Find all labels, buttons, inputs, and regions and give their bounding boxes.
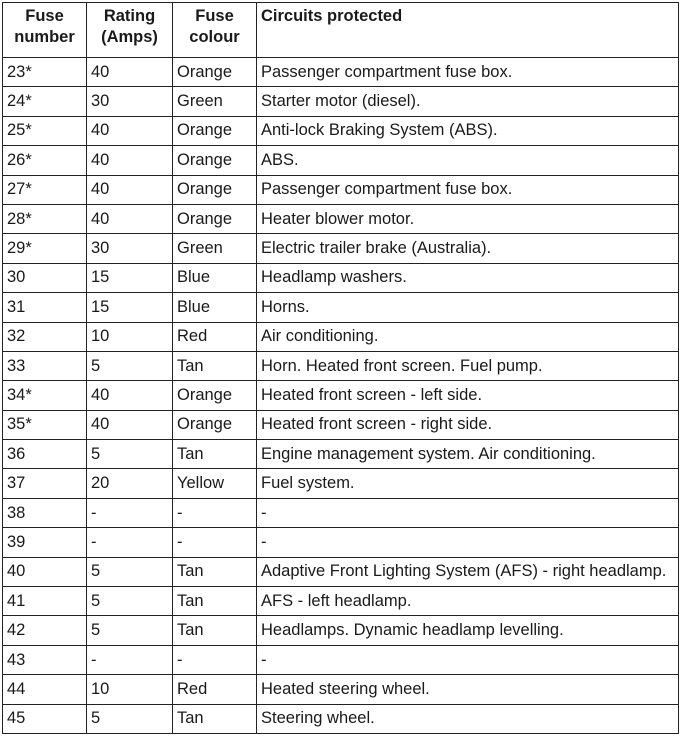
rating-cell: 40 bbox=[87, 410, 173, 439]
table-row bbox=[3, 146, 679, 175]
circuits-protected-cell: Heated front screen - right side. bbox=[257, 410, 679, 439]
header-row bbox=[3, 3, 679, 58]
rating-cell: 40 bbox=[87, 175, 173, 204]
fuse-colour-cell: Orange bbox=[173, 116, 257, 145]
table-row bbox=[3, 645, 679, 674]
fuse-number-cell: 24* bbox=[3, 87, 87, 116]
fuse-number-cell: 34* bbox=[3, 381, 87, 410]
rating-cell: 10 bbox=[87, 675, 173, 704]
fuse-colour-cell: Orange bbox=[173, 410, 257, 439]
rating-cell: 5 bbox=[87, 440, 173, 469]
rating-cell: 30 bbox=[87, 87, 173, 116]
circuits-protected-cell: Horn. Heated front screen. Fuel pump. bbox=[257, 351, 679, 380]
fuse-colour-cell: Green bbox=[173, 234, 257, 263]
table-row bbox=[3, 87, 679, 116]
fuse-colour-cell: Tan bbox=[173, 557, 257, 586]
rating-cell: 5 bbox=[87, 351, 173, 380]
fuse-number-cell: 39 bbox=[3, 528, 87, 557]
header-circuits-protected bbox=[257, 3, 679, 58]
fuse-number-cell: 41 bbox=[3, 587, 87, 616]
table-row bbox=[3, 440, 679, 469]
header-text: colour bbox=[189, 28, 240, 46]
header-text: Rating bbox=[103, 7, 156, 25]
fuse-colour-cell: Orange bbox=[173, 381, 257, 410]
circuits-protected-cell: Adaptive Front Lighting System (AFS) - right headlamp. bbox=[257, 557, 679, 586]
table-row bbox=[3, 351, 679, 380]
table-row bbox=[3, 498, 679, 527]
header-fuse-colour bbox=[173, 3, 257, 58]
fuse-table-header bbox=[3, 3, 679, 58]
table-row bbox=[3, 469, 679, 498]
table-row bbox=[3, 322, 679, 351]
header-text: (Amps) bbox=[101, 28, 158, 46]
circuits-protected-cell: Heated front screen - left side. bbox=[257, 381, 679, 410]
rating-cell: 15 bbox=[87, 293, 173, 322]
rating-cell: 5 bbox=[87, 557, 173, 586]
circuits-protected-cell: Heated steering wheel. bbox=[257, 675, 679, 704]
fuse-colour-cell: Blue bbox=[173, 263, 257, 292]
rating-cell: 40 bbox=[87, 146, 173, 175]
fuse-number-cell: 25* bbox=[3, 116, 87, 145]
circuits-protected-cell: Headlamp washers. bbox=[257, 263, 679, 292]
circuits-protected-cell: Horns. bbox=[257, 293, 679, 322]
table-row bbox=[3, 175, 679, 204]
fuse-number-cell: 42 bbox=[3, 616, 87, 645]
fuse-number-cell: 28* bbox=[3, 204, 87, 233]
fuse-number-cell: 33 bbox=[3, 351, 87, 380]
header-text: Circuits protected bbox=[261, 7, 403, 25]
fuse-colour-cell: Red bbox=[173, 322, 257, 351]
circuits-protected-cell: ABS. bbox=[257, 146, 679, 175]
rating-cell: 10 bbox=[87, 322, 173, 351]
fuse-colour-cell: Tan bbox=[173, 440, 257, 469]
rating-cell: - bbox=[87, 528, 173, 557]
table-row bbox=[3, 557, 679, 586]
table-row bbox=[3, 58, 679, 87]
fuse-number-cell: 23* bbox=[3, 58, 87, 87]
table-row bbox=[3, 116, 679, 145]
rating-cell: 5 bbox=[87, 587, 173, 616]
fuse-number-cell: 36 bbox=[3, 440, 87, 469]
fuse-number-cell: 38 bbox=[3, 498, 87, 527]
table-row bbox=[3, 704, 679, 733]
fuse-number-cell: 37 bbox=[3, 469, 87, 498]
fuse-colour-cell: Tan bbox=[173, 587, 257, 616]
header-text: Fuse bbox=[25, 7, 64, 25]
circuits-protected-cell: Fuel system. bbox=[257, 469, 679, 498]
circuits-protected-cell: Passenger compartment fuse box. bbox=[257, 58, 679, 87]
fuse-colour-cell: Orange bbox=[173, 146, 257, 175]
fuse-number-cell: 40 bbox=[3, 557, 87, 586]
fuse-colour-cell: Green bbox=[173, 87, 257, 116]
table-row bbox=[3, 675, 679, 704]
circuits-protected-cell: Heater blower motor. bbox=[257, 204, 679, 233]
fuse-colour-cell: Tan bbox=[173, 351, 257, 380]
fuse-colour-cell: Red bbox=[173, 675, 257, 704]
fuse-table bbox=[2, 2, 679, 734]
table-row bbox=[3, 587, 679, 616]
table-row bbox=[3, 381, 679, 410]
fuse-colour-cell: Blue bbox=[173, 293, 257, 322]
rating-cell: 40 bbox=[87, 116, 173, 145]
circuits-protected-cell: AFS - left headlamp. bbox=[257, 587, 679, 616]
table-row bbox=[3, 528, 679, 557]
rating-cell: 40 bbox=[87, 381, 173, 410]
header-rating bbox=[87, 3, 173, 58]
rating-cell: 40 bbox=[87, 204, 173, 233]
fuse-number-cell: 31 bbox=[3, 293, 87, 322]
fuse-colour-cell: Tan bbox=[173, 704, 257, 733]
header-fuse-number bbox=[3, 3, 87, 58]
rating-cell: 40 bbox=[87, 58, 173, 87]
table-row bbox=[3, 616, 679, 645]
circuits-protected-cell: Steering wheel. bbox=[257, 704, 679, 733]
fuse-number-cell: 44 bbox=[3, 675, 87, 704]
fuse-colour-cell: - bbox=[173, 498, 257, 527]
rating-cell: 30 bbox=[87, 234, 173, 263]
fuse-number-cell: 43 bbox=[3, 645, 87, 674]
rating-cell: 5 bbox=[87, 616, 173, 645]
fuse-number-cell: 35* bbox=[3, 410, 87, 439]
rating-cell: 15 bbox=[87, 263, 173, 292]
fuse-colour-cell: Orange bbox=[173, 175, 257, 204]
fuse-number-cell: 26* bbox=[3, 146, 87, 175]
rating-cell: - bbox=[87, 645, 173, 674]
circuits-protected-cell: Passenger compartment fuse box. bbox=[257, 175, 679, 204]
circuits-protected-cell: Starter motor (diesel). bbox=[257, 87, 679, 116]
circuits-protected-cell: Air conditioning. bbox=[257, 322, 679, 351]
fuse-number-cell: 45 bbox=[3, 704, 87, 733]
fuse-colour-cell: Tan bbox=[173, 616, 257, 645]
fuse-number-cell: 29* bbox=[3, 234, 87, 263]
circuits-protected-cell: - bbox=[257, 498, 679, 527]
rating-cell: - bbox=[87, 498, 173, 527]
fuse-number-cell: 27* bbox=[3, 175, 87, 204]
circuits-protected-cell: Anti-lock Braking System (ABS). bbox=[257, 116, 679, 145]
table-row bbox=[3, 293, 679, 322]
circuits-protected-cell: Electric trailer brake (Australia). bbox=[257, 234, 679, 263]
table-row bbox=[3, 204, 679, 233]
circuits-protected-cell: - bbox=[257, 645, 679, 674]
fuse-number-cell: 32 bbox=[3, 322, 87, 351]
table-row bbox=[3, 410, 679, 439]
circuits-protected-cell: - bbox=[257, 528, 679, 557]
fuse-colour-cell: - bbox=[173, 528, 257, 557]
header-text: Fuse bbox=[195, 7, 234, 25]
table-row bbox=[3, 263, 679, 292]
fuse-colour-cell: Orange bbox=[173, 204, 257, 233]
table-row bbox=[3, 234, 679, 263]
fuse-table-body bbox=[3, 58, 679, 734]
fuse-colour-cell: - bbox=[173, 645, 257, 674]
circuits-protected-cell: Engine management system. Air conditioning. bbox=[257, 440, 679, 469]
rating-cell: 5 bbox=[87, 704, 173, 733]
header-text: number bbox=[14, 28, 75, 46]
fuse-colour-cell: Yellow bbox=[173, 469, 257, 498]
rating-cell: 20 bbox=[87, 469, 173, 498]
fuse-number-cell: 30 bbox=[3, 263, 87, 292]
circuits-protected-cell: Headlamps. Dynamic headlamp levelling. bbox=[257, 616, 679, 645]
fuse-colour-cell: Orange bbox=[173, 58, 257, 87]
